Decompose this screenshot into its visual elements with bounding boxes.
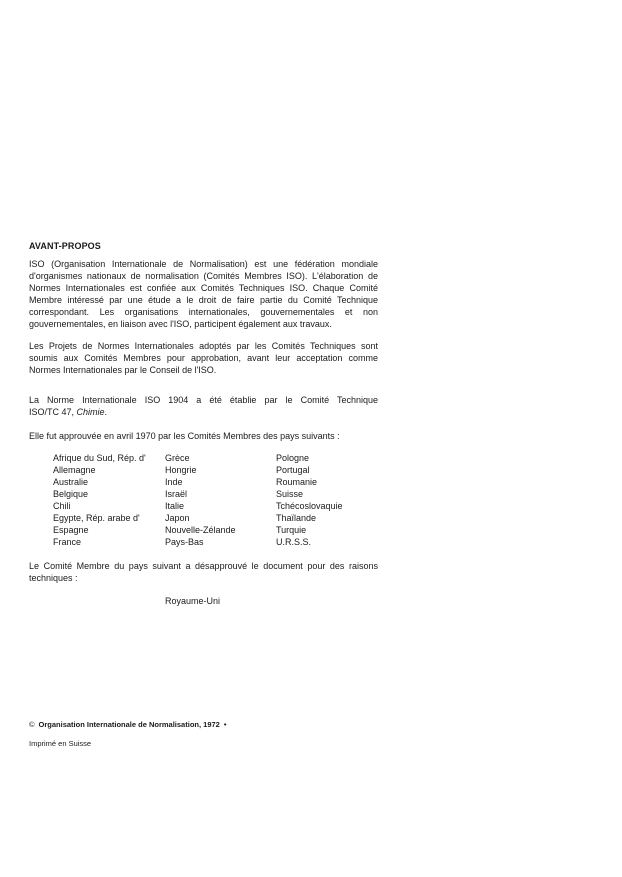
paragraph-iso-intro — [29, 258, 378, 330]
section-heading: AVANT-PROPOS — [29, 241, 101, 251]
text-line: Elle fut approuvée en avril 1970 par les Comités Membres des pays suivants : — [29, 431, 340, 441]
text-line: d'organismes nationaux de normalisation (Comités Membres ISO). L'élaboration de — [29, 271, 378, 281]
country-item: Israël — [165, 489, 188, 499]
text-line: gouvernementales, en liaison avec l'ISO, participent également aux travaux. — [29, 319, 332, 329]
disapproving-country: Royaume-Uni — [165, 596, 221, 606]
committee-ref: ISO/TC 47, — [29, 407, 77, 417]
bullet-icon: • — [223, 720, 227, 729]
country-item: Japon — [165, 513, 190, 523]
country-item: Roumanie — [276, 477, 318, 487]
paragraph-draft-standards — [29, 340, 378, 376]
copyright-notice — [29, 720, 226, 729]
text-line: Membre intéressé par une étude a le droit de faire partie du Comité Technique — [29, 295, 378, 305]
text-line: La Norme Internationale ISO 1904 a été établie par le Comité Technique — [29, 395, 378, 405]
country-item: Egypte, Rép. arabe d' — [53, 513, 140, 523]
country-item: Hongrie — [165, 465, 197, 475]
country-item: Turquie — [276, 525, 307, 535]
country-item: Tchécoslovaquie — [276, 501, 343, 511]
country-item: Chili — [53, 501, 71, 511]
country-item: Afrique du Sud, Rép. d' — [53, 453, 146, 463]
committee-name: Chimie — [76, 407, 105, 417]
text-line: techniques : — [29, 573, 78, 583]
country-item: Grèce — [165, 453, 190, 463]
country-item: Italie — [165, 501, 185, 511]
country-item: Suisse — [276, 489, 304, 499]
copyright-text: Organisation Internationale de Normalisation, 1972 — [38, 720, 220, 729]
text-line: ISO (Organisation Internationale de Normalisation) est une fédération mondiale — [29, 259, 378, 269]
country-item: Pays-Bas — [165, 537, 204, 547]
countries-column-2 — [165, 452, 236, 548]
countries-column-1 — [53, 452, 146, 548]
country-item: Thaïlande — [276, 513, 317, 523]
country-item: Espagne — [53, 525, 89, 535]
country-item: Pologne — [276, 453, 310, 463]
text-line: Les Projets de Normes Internationales adoptés par les Comités Techniques sont — [29, 341, 378, 351]
paragraph-disapproval — [29, 560, 378, 584]
text-line: soumis aux Comités Membres pour approbation, avant leur acceptation comme — [29, 353, 378, 363]
paragraph-approval — [29, 430, 378, 442]
text-line: Normes Internationales par le Conseil de l'ISO. — [29, 365, 217, 375]
country-item: Inde — [165, 477, 183, 487]
text-line: Normes Internationales est confiée aux Comités Techniques ISO. Chaque Comité — [29, 283, 378, 293]
country-item: U.R.S.S. — [276, 537, 312, 547]
text-line: correspondant. Les organisations internationales, gouvernementales et non — [29, 307, 378, 317]
country-item: France — [53, 537, 82, 547]
country-item: Portugal — [276, 465, 310, 475]
countries-column-3 — [276, 452, 343, 548]
country-item: Nouvelle-Zélande — [165, 525, 236, 535]
copyright-icon: © — [29, 720, 35, 729]
printed-in: Imprimé en Suisse — [29, 739, 92, 748]
country-item: Australie — [53, 477, 89, 487]
paragraph-standard-origin — [29, 394, 378, 418]
punctuation: . — [104, 407, 108, 417]
country-item: Belgique — [53, 489, 89, 499]
text-line: Le Comité Membre du pays suivant a désapprouvé le document pour des raisons — [29, 561, 378, 571]
country-item: Allemagne — [53, 465, 96, 475]
text-line — [29, 406, 378, 418]
